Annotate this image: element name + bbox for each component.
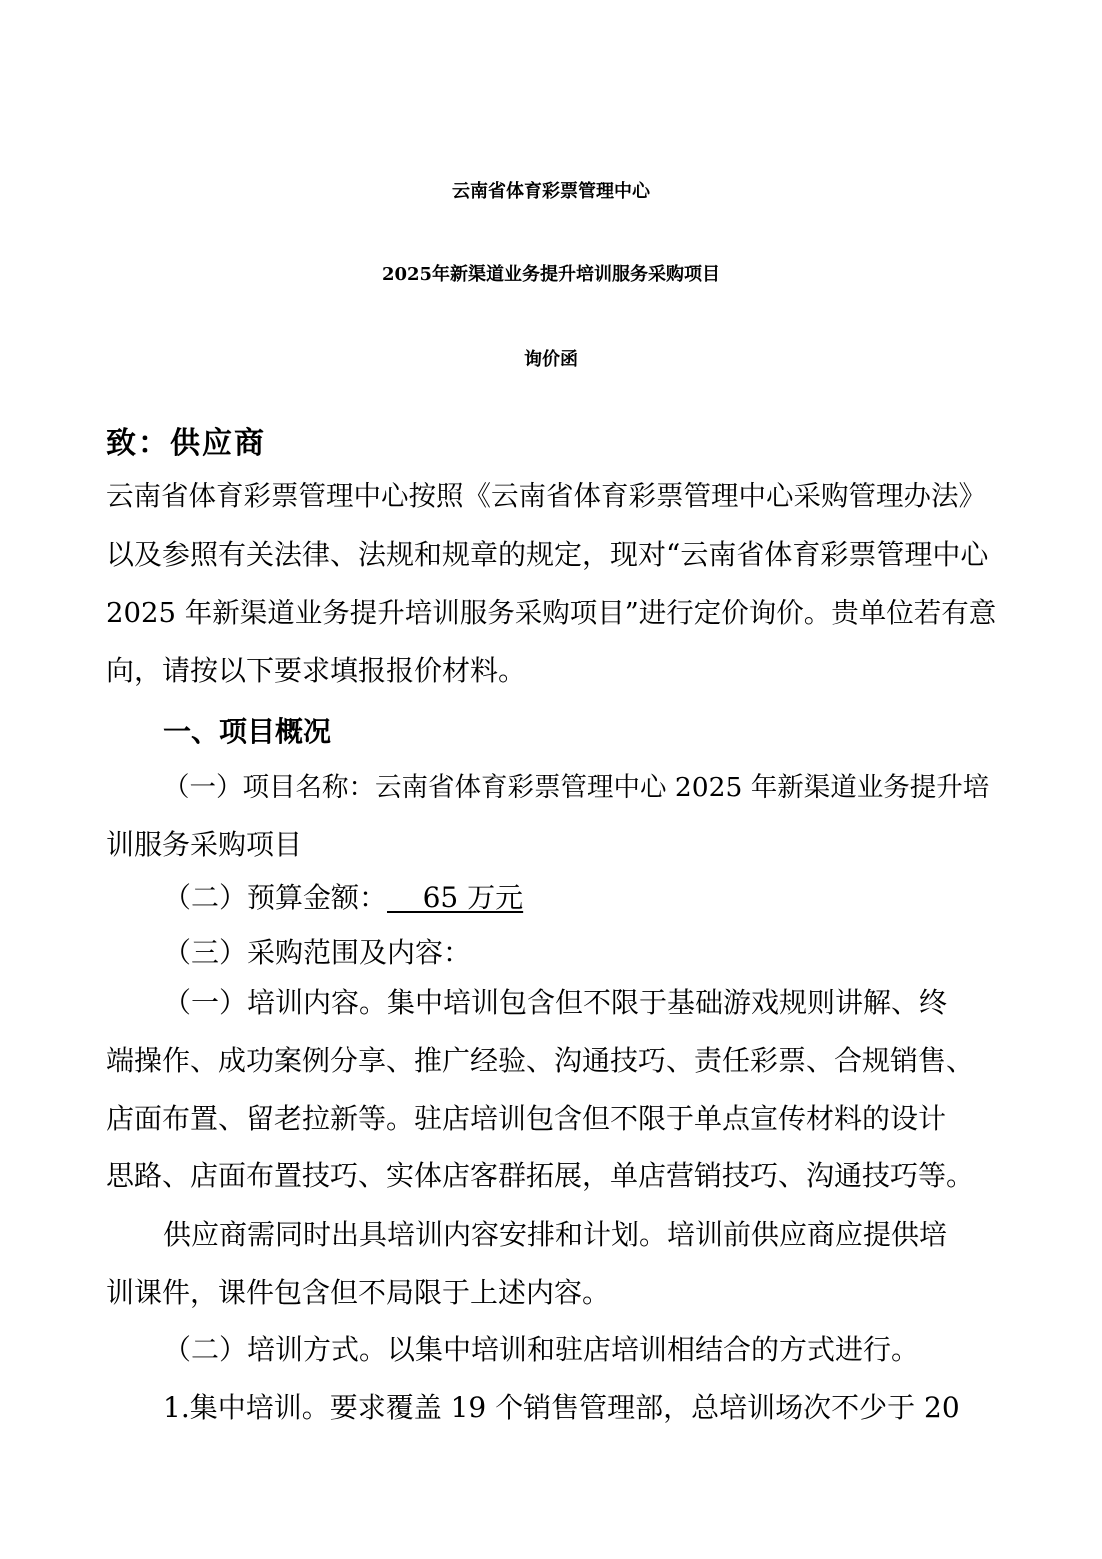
section-heading: 一、项目概况 (163, 715, 332, 748)
document-title-org: 云南省体育彩票管理中心 (452, 181, 650, 202)
supplier-requirement-line: 训课件，课件包含但不局限于上述内容。 (106, 1276, 611, 1309)
budget-line (163, 880, 523, 916)
intro-line: 以及参照有关法律、法规和规章的规定，现对“云南省体育彩票管理中心 (106, 538, 989, 571)
supplier-requirement-line: 供应商需同时出具培训内容安排和计划。培训前供应商应提供培 (163, 1218, 948, 1251)
training-content-line: 店面布置、留老拉新等。驻店培训包含但不限于单点宣传材料的设计 (106, 1102, 947, 1135)
salutation: 致：供应商 (106, 426, 266, 461)
centralized-training: 1.集中培训。要求覆盖 19 个销售管理部，总培训场次不少于 20 (163, 1391, 960, 1424)
training-method: （二）培训方式。以集中培训和驻店培训相结合的方式进行。 (163, 1333, 920, 1366)
document-title-project: 2025年新渠道业务提升培训服务采购项目 (381, 264, 721, 285)
budget-value: 65 万元 (387, 881, 524, 914)
project-name-line: （一）项目名称：云南省体育彩票管理中心 2025 年新渠道业务提升培 (163, 772, 990, 803)
budget-label: （二）预算金额： (163, 881, 388, 914)
training-content-line: 思路、店面布置技巧、实体店客群拓展，单店营销技巧、沟通技巧等。 (106, 1159, 975, 1192)
intro-line: 云南省体育彩票管理中心按照《云南省体育彩票管理中心采购管理办法》 (106, 480, 986, 512)
training-content-line: 端操作、成功案例分享、推广经验、沟通技巧、责任彩票、合规销售、 (106, 1044, 975, 1077)
document-title-type: 询价函 (524, 349, 578, 370)
training-content-line: （一）培训内容。集中培训包含但不限于基础游戏规则讲解、终 (163, 986, 948, 1019)
intro-line: 向，请按以下要求填报报价材料。 (106, 654, 527, 687)
scope-label: （三）采购范围及内容： (163, 936, 472, 969)
project-name-line: 训服务采购项目 (106, 828, 303, 861)
intro-line: 2025 年新渠道业务提升培训服务采购项目”进行定价询价。贵单位若有意 (106, 597, 997, 629)
